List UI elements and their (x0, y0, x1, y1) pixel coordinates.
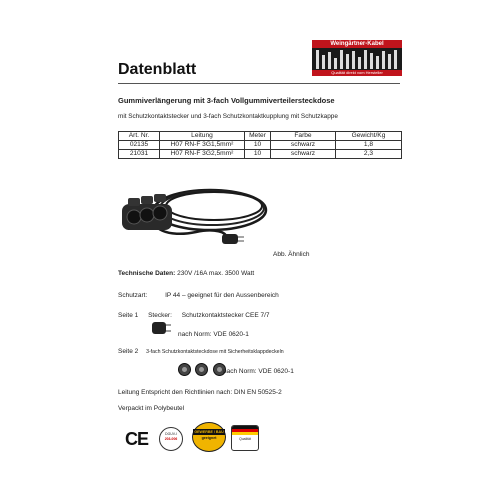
side-1-label: Seite 1 (118, 312, 139, 319)
gewerbe-sub-text: geeignet (201, 436, 217, 440)
table-header: Farbe (271, 132, 336, 141)
logo-tagline: Qualität direkt vom Hersteller (312, 70, 402, 76)
technical-data-label: Technische Daten: (118, 270, 176, 277)
guideline-text: Leitung Entspricht den Richtlinien nach: DIN EN 50525-2 (118, 389, 282, 396)
protection-label: Schutzart: (118, 292, 148, 299)
table-row (119, 150, 402, 159)
image-caption: Abb. Ähnlich (273, 251, 310, 258)
product-subtitle: Gummiverlängerung mit 3-fach Vollgummiverteilersteckdose (118, 96, 335, 105)
table-cell: 10 (245, 141, 271, 150)
plug-type: Schutzkontaktstecker CEE 7/7 (181, 312, 270, 319)
dguv-bottom-text: 203-006 (164, 437, 178, 441)
table-cell: 2,3 (336, 150, 402, 159)
table-cell: 10 (245, 150, 271, 159)
protection-class (118, 292, 279, 299)
protection-value: IP 44 – geeignet für den Aussenbereich (165, 292, 279, 299)
side-1-norm: nach Norm: VDE 0620-1 (178, 331, 249, 338)
table-header: Art. Nr. (119, 132, 160, 141)
schuko-plug-icon (150, 320, 172, 336)
company-logo (312, 40, 402, 76)
socket-icon (178, 363, 191, 376)
table-cell: schwarz (271, 141, 336, 150)
side-2-norm: nach Norm: VDE 0620-1 (223, 368, 294, 375)
logo-name: Weingärtner-Kabel (312, 40, 402, 48)
table-header: Leitung (160, 132, 245, 141)
socket-icons (178, 361, 226, 379)
technical-data-value: 230V /16A max. 3500 Watt (177, 270, 255, 277)
triple-socket (122, 194, 172, 230)
side-1-row (118, 312, 270, 319)
packaging-text: Verpackt im Polybeutel (118, 405, 185, 412)
page-title: Datenblatt (118, 61, 197, 78)
table-cell: 21031 (119, 150, 160, 159)
socket-icon (195, 363, 208, 376)
dguv-badge-icon (159, 427, 183, 451)
german-quality-badge-icon (231, 425, 259, 451)
german-flag-icon (232, 426, 258, 435)
plug-label: Stecker: (148, 312, 172, 319)
logo-bars-graphic (314, 50, 400, 69)
side-2-row (118, 348, 284, 355)
table-header: Meter (245, 132, 271, 141)
product-description: mit Schutzkontaktstecker und 3-fach Schutzkontaktkupplung mit Schutzkappe (118, 113, 338, 120)
table-cell: 1,8 (336, 141, 402, 150)
ce-mark-icon: CE (125, 429, 149, 449)
gewerbe-bau-badge-icon (192, 422, 226, 452)
gewerbe-text: GEWERBE / BAU (194, 430, 224, 434)
table-cell: H07 RN-F 3G1,5mm² (160, 141, 245, 150)
product-image (118, 168, 278, 248)
plug-icon (222, 234, 244, 244)
technical-data (118, 270, 254, 277)
side-2-description: 3-fach Schutzkontaktsteckdose mit Sicherheitsklappdeckeln (146, 349, 284, 355)
dguv-top-text: DGUV-I (165, 432, 177, 436)
quality-text: Qualität (239, 437, 251, 441)
table-header: Gewicht/Kg (336, 132, 402, 141)
table-row (119, 141, 402, 150)
table-cell: H07 RN-F 3G2,5mm² (160, 150, 245, 159)
spec-table (118, 131, 402, 159)
table-cell: 02135 (119, 141, 160, 150)
side-2-label: Seite 2 (118, 348, 139, 355)
table-cell: schwarz (271, 150, 336, 159)
title-divider (118, 83, 400, 84)
cable-coil-inner2 (166, 192, 262, 220)
table-header-row (119, 132, 402, 141)
